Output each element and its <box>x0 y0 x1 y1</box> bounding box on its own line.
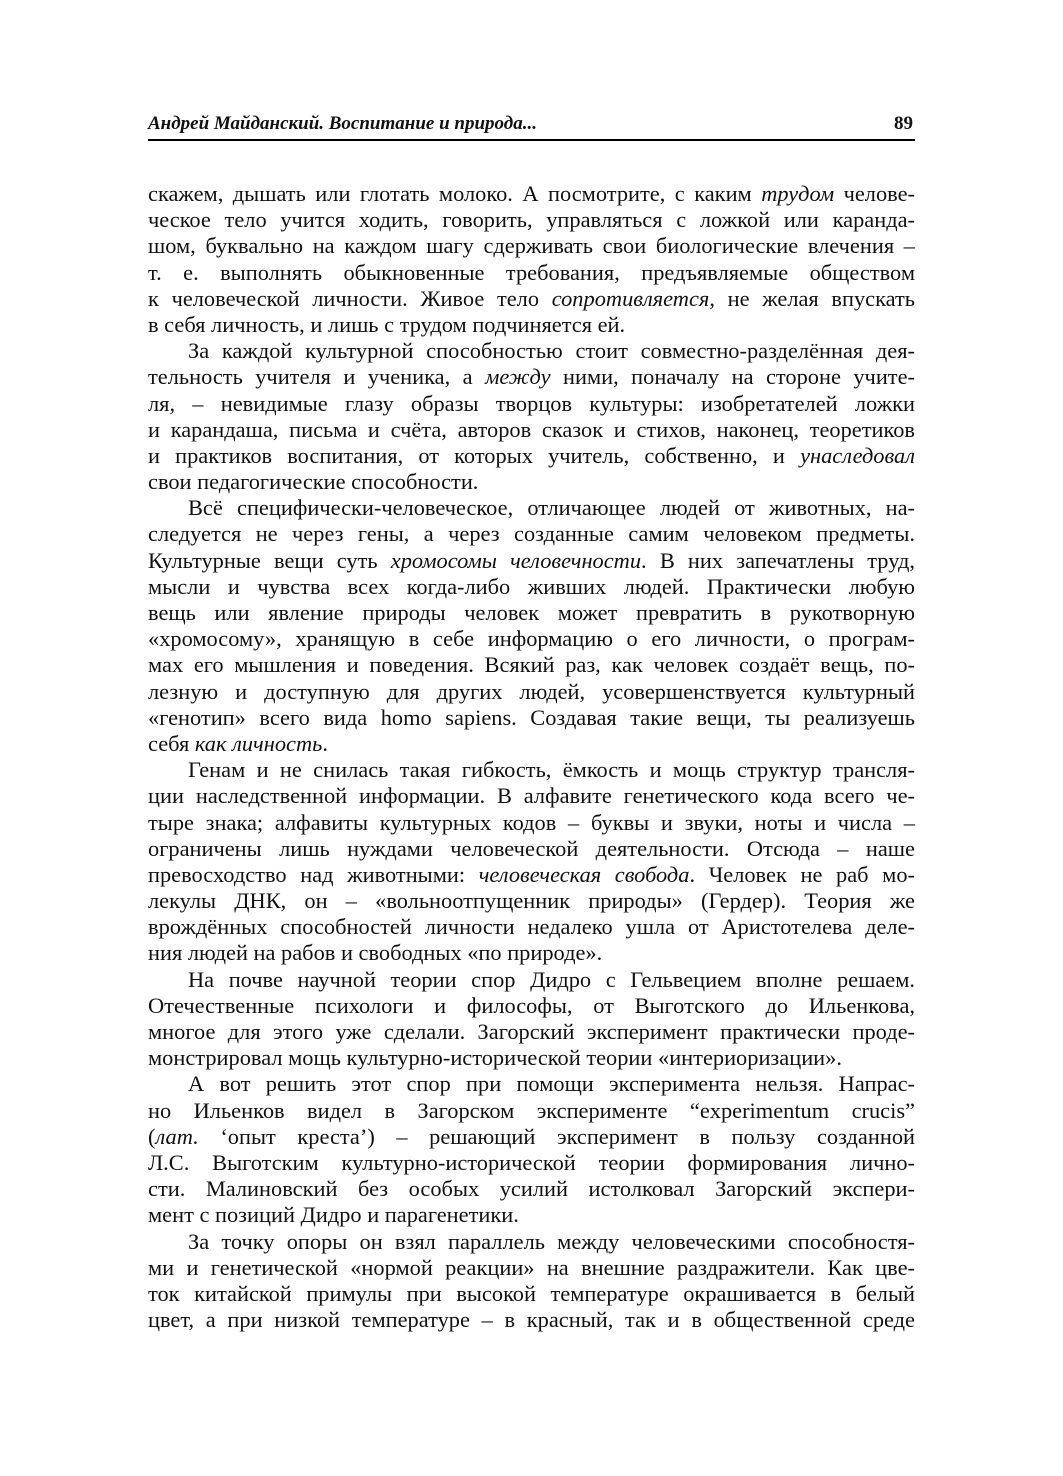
text-run: мах его мышления и поведения. Всякий раз, как человек создаёт вещь, по- <box>148 652 915 678</box>
text-line <box>148 652 915 678</box>
text-run: . <box>322 730 328 756</box>
text-line <box>148 1281 915 1307</box>
italic-text: между <box>485 364 551 390</box>
text-run: свои педагогические способности. <box>148 469 479 495</box>
text-line <box>148 181 915 207</box>
text-line <box>148 993 915 1019</box>
text-run: вещь или явление природы человек может превратить в рукотворную <box>148 600 915 625</box>
text-line <box>148 967 915 993</box>
text-line <box>148 574 915 600</box>
italic-text: лат. <box>155 1123 199 1149</box>
text-run: тыре знака; алфавиты культурных кодов – буквы и звуки, ноты и числа – <box>148 809 915 835</box>
text-run: ми и генетической «нормой реакции» на внешние раздражители. Как цве- <box>148 1254 915 1280</box>
running-header <box>148 109 915 141</box>
italic-text: сопротивляется <box>551 285 710 311</box>
text-run: Отечественные психологи и философы, от Выготского до Ильенкова, <box>148 992 915 1018</box>
text-line <box>148 286 915 312</box>
italic-text: хромосомы человечности <box>390 547 642 573</box>
text-line <box>148 312 915 338</box>
text-run: себя <box>148 730 195 756</box>
text-line <box>148 1071 915 1097</box>
text-run: ческое тело учится ходить, говорить, управляться с ложкой или каранда- <box>148 207 915 233</box>
text-run: монстрировал мощь культурно-исторической теории «интериоризации». <box>148 1045 842 1071</box>
text-run: На почве научной теории спор Дидро с Гельвецием вполне решаем. <box>188 966 915 992</box>
text-line <box>148 364 915 390</box>
paragraph <box>148 338 915 495</box>
text-run: , не желая впускать <box>709 285 915 311</box>
text-run: Л.С. Выготским культурно-исторической теории формирования лично- <box>148 1149 915 1175</box>
text-line <box>148 233 915 259</box>
running-title: Андрей Майданский. Воспитание и природа... <box>148 113 537 134</box>
text-run: врождённых способностей личности недалеко ушла от Аристотелева деле- <box>148 914 915 940</box>
text-run: многое для этого уже сделали. Загорский эксперимент практически проде- <box>148 1019 915 1044</box>
text-line <box>148 1124 915 1150</box>
italic-text: унаследовал <box>800 442 915 468</box>
text-run: «хромосому», хранящую в себе информацию о его личности, о програм- <box>148 626 915 652</box>
text-run: челове- <box>834 181 915 206</box>
text-line <box>148 600 915 626</box>
text-line <box>148 548 915 574</box>
text-run: скажем, дышать или глотать молоко. А посмотрите, с каким <box>148 181 762 206</box>
text-run: Культурные вещи суть <box>148 547 391 573</box>
italic-text: человеческая свобода <box>478 861 690 887</box>
text-line <box>148 731 915 757</box>
text-run: к человеческой личности. Живое тело <box>148 285 552 311</box>
paragraph <box>148 757 915 967</box>
italic-text: трудом <box>761 181 835 206</box>
text-run: и карандаша, письма и счёта, авторов сказок и стихов, наконец, теоретиков <box>148 416 915 442</box>
text-run: ограничены лишь нуждами человеческой деятельности. Отсюда – наше <box>148 835 915 861</box>
text-line <box>148 888 915 914</box>
text-line <box>148 391 915 417</box>
paragraph <box>148 181 915 338</box>
text-line <box>148 914 915 940</box>
text-run: ( <box>148 1123 156 1149</box>
paragraph <box>148 1229 915 1334</box>
text-run: За каждой культурной способностью стоит совместно-разделённая дея- <box>188 338 915 364</box>
text-run: т. е. выполнять обыкновенные требования, предъявляемые обществом <box>148 259 915 285</box>
text-run: но Ильенков видел в Загорском эксперименте “experimentum crucis” <box>148 1097 915 1123</box>
text-line <box>148 705 915 731</box>
text-line <box>148 1229 915 1255</box>
text-run: в себя личность, и лишь с трудом подчиняется ей. <box>148 311 626 337</box>
text-line <box>148 626 915 652</box>
text-run: следуется не через гены, а через созданные самим человеком предметы. <box>148 521 915 547</box>
text-run: сти. Малиновский без особых усилий истолковал Загорский экспери- <box>148 1176 915 1202</box>
paragraph <box>148 967 915 1072</box>
text-run: Генам и не снилась такая гибкость, ёмкость и мощь структур трансля- <box>188 757 915 783</box>
text-line <box>148 469 915 495</box>
text-line <box>148 1019 915 1045</box>
text-run: ток китайской примулы при высокой температуре окрашивается в белый <box>148 1280 915 1306</box>
text-run: ния людей на рабов и свободных «по природе». <box>148 940 603 966</box>
text-run: ‘опыт креста’) – решающий эксперимент в пользу созданной <box>198 1123 915 1149</box>
text-line <box>148 679 915 705</box>
text-line <box>148 862 915 888</box>
text-run: . В них запечатлены труд, <box>641 547 915 573</box>
text-run: ции наследственной информации. В алфавите генетического кода всего че- <box>148 783 915 809</box>
text-line <box>148 443 915 469</box>
text-run: превосходство над животными: <box>148 861 479 887</box>
paragraph <box>148 495 915 757</box>
text-line <box>148 417 915 443</box>
text-run: шом, буквально на каждом шагу сдерживать свои биологические влечения – <box>148 233 915 259</box>
italic-text: как личность <box>194 730 323 756</box>
text-line <box>148 836 915 862</box>
text-line <box>148 1307 915 1333</box>
text-line <box>148 940 915 966</box>
text-line <box>148 1176 915 1202</box>
paragraph <box>148 1071 915 1228</box>
text-line <box>148 260 915 286</box>
text-line <box>148 1255 915 1281</box>
text-line <box>148 207 915 233</box>
text-run: и практиков воспитания, от которых учитель, собственно, и <box>148 442 801 468</box>
body-text <box>148 181 915 1333</box>
text-run: Всё специфически-человеческое, отличающее людей от животных, на- <box>188 495 915 521</box>
text-line <box>148 810 915 836</box>
text-run: За точку опоры он взял параллель между человеческими способностя- <box>188 1228 915 1254</box>
text-line <box>148 783 915 809</box>
text-run: лекулы ДНК, он – «вольноотпущенник природы» (Гердер). Теория же <box>148 888 915 914</box>
text-run: тельность учителя и ученика, а <box>148 364 486 390</box>
text-line <box>148 338 915 364</box>
text-run: . Человек не раб мо- <box>689 861 915 887</box>
text-run: «генотип» всего вида homo sapiens. Создавая такие вещи, ты реализуешь <box>148 704 915 730</box>
text-line <box>148 1045 915 1071</box>
text-run: А вот решить этот спор при помощи эксперимента нельзя. Напрас- <box>188 1071 915 1097</box>
text-run: мысли и чувства всех когда-либо живших людей. Практически любую <box>148 573 915 599</box>
text-line <box>148 1202 915 1228</box>
text-run: лезную и доступную для других людей, усовершенствуется культурный <box>148 678 915 704</box>
text-line <box>148 521 915 547</box>
text-run: цвет, а при низкой температуре – в красный, так и в общественной среде <box>148 1307 915 1333</box>
text-line <box>148 757 915 783</box>
text-line <box>148 495 915 521</box>
text-line <box>148 1150 915 1176</box>
text-run: ними, поначалу на стороне учите- <box>550 364 915 390</box>
page-number: 89 <box>894 113 913 134</box>
text-line <box>148 1098 915 1124</box>
text-run: ля, – невидимые глазу образы творцов культуры: изобретателей ложки <box>148 390 915 416</box>
text-run: мент с позиций Дидро и парагенетики. <box>148 1202 519 1228</box>
